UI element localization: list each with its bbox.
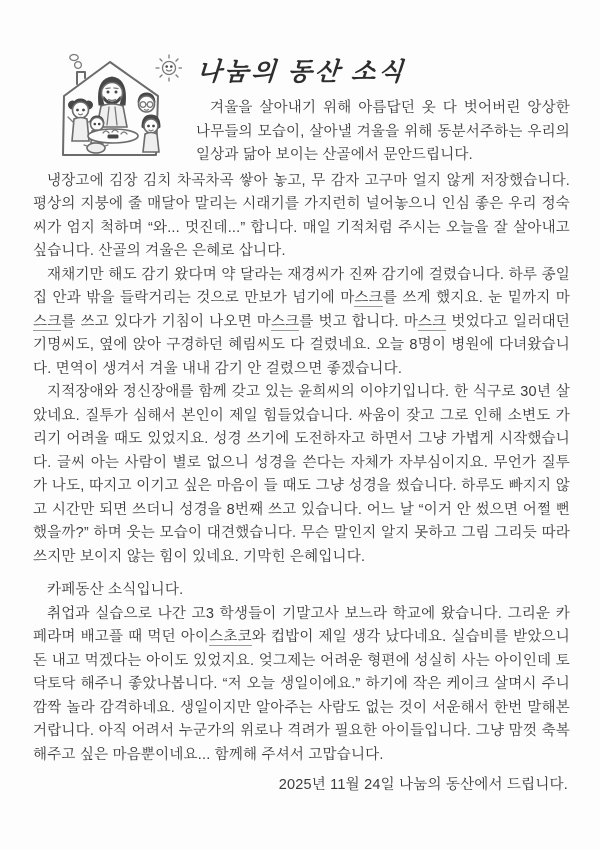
- paragraph-cold: 재채기만 해도 감기 왔다며 약 달라는 재경씨가 진짜 감기에 걸렸습니다. 하루 종일 집 안과 밖을 들락거리는 것으로 만보가 넘기에 마스크를 쓰게 했지요. 눈 밑까지 마스크를 쓰고 있다가 기침이 나오면 마스크를 벗고 합니다. 마스크 벗었다고 일러대던 기명씨도, 옆에 앉아 구경하던 혜림씨도 다 걸렸네요. 오늘 8명이 병원에 다녀왔습니다. 면역이 생겨서 겨울 내내 감기 안 걸렸으면 좋겠습니다.: [33, 266, 570, 377]
- cafe-news-heading: 카페동산 소식입니다.: [47, 582, 184, 598]
- intro-paragraph: 겨울을 살아내기 위해 아름답던 옷 다 벗어버린 앙상한 나무들의 모습이, 살아낼 겨울을 위해 동분서주하는 우리의 일상과 닮아 보이는 산골에서 문안드립니다.: [196, 100, 570, 163]
- page-title: 나눔의 동산 소식: [196, 59, 407, 86]
- paragraph-cafe-students: 취업과 실습으로 나간 고3 학생들이 기말고사 보느라 학교에 왔습니다. 그리운 카페라며 배고플 때 먹던 아이스초코와 컵밥이 제일 생각 났다네요. 실습비를 받았으니 돈 내고 먹겠다는 아이도 있었지요. 엊그제는 어려운 형편에 성실히 사는 아이인데 토닥토닥 해주니 좋았나봅니다. “저 오늘 생일이에요.” 하기에 작은 케이크 살며시 주니 깜짝 놀라 감격하네요. 생일이지만 알아주는 사람도 없는 것이 서운해서 한번 말해본 거랍니다. 아직 어려서 누군가의 위로나 격려가 필요한 아이들입니다. 그냥 맘껏 축복해주고 싶은 마음뿐이네요... 함께해 주셔서 고맙습니다.: [33, 605, 570, 763]
- newsletter-header: [33, 50, 570, 168]
- date-signature-line: 2025년 11월 24일 나눔의 동산에서 드립니다.: [278, 777, 568, 793]
- paragraph-storage: 냉장고에 김장 김치 차곡차곡 쌓아 놓고, 무 감자 고구마 얼지 않게 저장했습니다. 평상의 지붕에 줄 매달아 말리는 시래기를 가지런히 널어놓으니 인심 좋은 우리 정숙씨가 엄지 척하며 “와... 멋진데...” 합니다. 매일 기적처럼 주시는 오늘을 잘 살아내고 싶습니다. 산골의 겨울은 은혜로 삽니다.: [33, 172, 570, 259]
- paragraph-yoonhee: 지적장애와 정신장애를 함께 갖고 있는 윤희씨의 이야기입니다. 한 식구로 30년 살았네요. 질투가 심해서 본인이 제일 힘들었습니다. 싸움이 잦고 그로 인해 소변도 가리기 어려울 때도 있었지요. 성경 쓰기에 도전하자고 하면서 그냥 가볍게 시작했습니다. 글씨 아는 사람이 별로 없으니 성경을 쓴다는 자체가 자부심이지요. 무언가 질투가 나도, 따지고 이기고 싶은 마음이 들 때도 그냥 성경을 썼습니다. 하루도 빠지지 않고 시간만 되면 쓰더니 성경을 8번째 쓰고 있습니다. 어느 날 “이거 안 썼으면 어쩔 뻔 했을까?” 하며 웃는 모습이 대견했습니다. 무슨 말인지 알지 못하고 그림 그리듯 따라 쓰지만 보이지 않는 힘이 있네요. 기막힌 은혜입니다.: [33, 384, 570, 565]
